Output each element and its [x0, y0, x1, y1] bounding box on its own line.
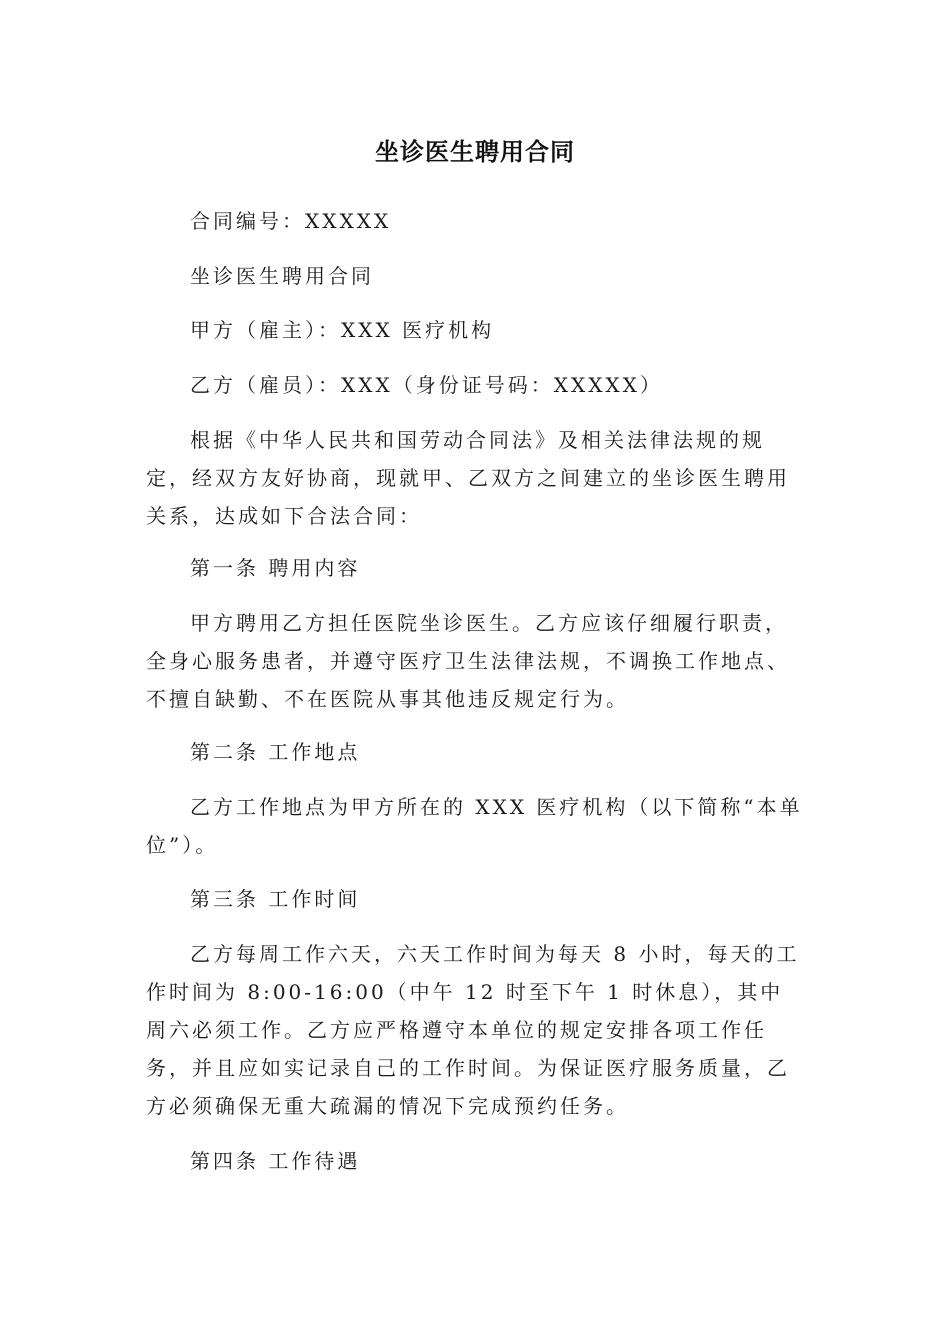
article-1-body: 甲方聘用乙方担任医院坐诊医生。乙方应该仔细履行职责，全身心服务患者，并遵守医疗卫生法律法规，不调换工作地点、不擅自缺勤、不在医院从事其他违反规定行为。: [146, 611, 790, 711]
article-3-body: 乙方每周工作六天，六天工作时间为每天 8 小时，每天的工作时间为 8:00-16:00（中午 12 时至下午 1 时休息），其中周六必须工作。乙方应严格遵守本单位的规定安排各项工作任务，并且应如实记录自己的工作时间。为保证医疗服务质量，乙方必须确保无重大疏漏的情况下完成预约任务。: [146, 942, 800, 1118]
document-title: 坐诊医生聘用合同: [375, 138, 575, 166]
article-2-body: 乙方工作地点为甲方所在的 XXX 医疗机构（以下简称“本单位”）。: [146, 795, 803, 857]
party-b: 乙方（雇员）：XXX（身份证号码：XXXXX）: [190, 373, 663, 397]
article-2-heading: 第二条 工作地点: [190, 740, 361, 764]
article-3-heading: 第三条 工作时间: [190, 887, 361, 911]
article-4-heading: 第四条 工作待遇: [190, 1149, 361, 1173]
contract-number: 合同编号：XXXXX: [190, 209, 392, 233]
preamble-paragraph: 根据《中华人民共和国劳动合同法》及相关法律法规的规定，经双方友好协商，现就甲、乙双方之间建立的坐诊医生聘用关系，达成如下合法合同：: [146, 428, 790, 528]
party-a: 甲方（雇主）：XXX 医疗机构: [190, 318, 495, 342]
article-1-heading: 第一条 聘用内容: [190, 556, 361, 580]
contract-subtitle: 坐诊医生聘用合同: [190, 264, 374, 288]
